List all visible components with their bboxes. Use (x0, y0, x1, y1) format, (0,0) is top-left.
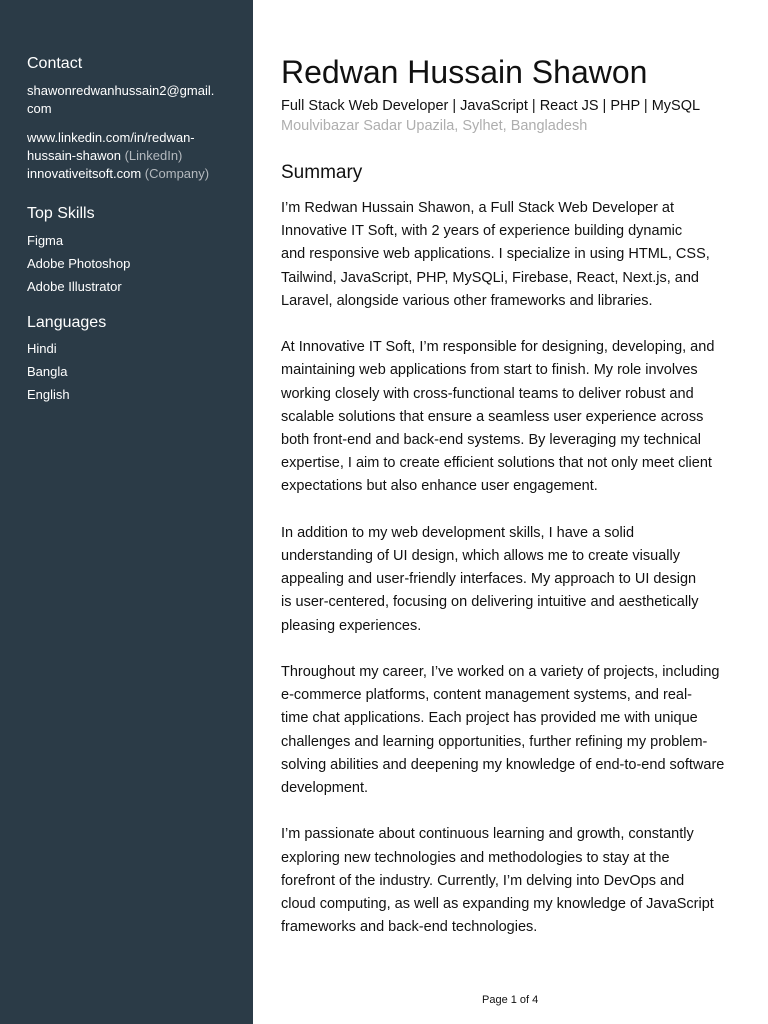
summary-line: Laravel, alongside various other frameworks and libraries. (281, 292, 653, 309)
linkedin-tag: (LinkedIn) (124, 148, 183, 163)
summary-line: e-commerce platforms, content management systems, and real- (281, 687, 692, 704)
skills-section (27, 205, 233, 296)
summary-paragraph (281, 197, 751, 313)
contact-links (27, 129, 233, 183)
location: Moulvibazar Sadar Upazila, Sylhet, Bangladesh (281, 118, 588, 134)
summary-line: solving abilities and deepening my knowledge of end-to-end software (281, 756, 725, 773)
summary-line: and responsive web applications. I specialize in using HTML, CSS, (281, 246, 710, 263)
summary-line: cloud computing, as well as expanding my knowledge of JavaScript (281, 896, 714, 913)
summary-line: expertise, I aim to create efficient solutions that not only meet client (281, 455, 712, 472)
summary-line: working closely with cross-functional teams to deliver robust and (281, 385, 694, 402)
summary-paragraph (281, 661, 751, 800)
linkedin-link[interactable]: www.linkedin.com/in/redwan- (27, 130, 195, 145)
contact-heading: Contact (27, 55, 83, 72)
summary-line: challenges and learning opportunities, further refining my problem- (281, 733, 708, 750)
summary-line: Tailwind, JavaScript, PHP, MySQLi, Firebase, React, Next.js, and (281, 269, 699, 286)
summary-line: frameworks and back-end technologies. (281, 919, 538, 936)
skill-item: Adobe Illustrator (27, 279, 122, 294)
summary-line: I’m passionate about continuous learning and growth, constantly (281, 826, 694, 843)
skill-item: Figma (27, 233, 64, 248)
skills-heading: Top Skills (27, 205, 95, 222)
language-item: Hindi (27, 341, 57, 356)
skill-item: Adobe Photoshop (27, 256, 131, 271)
summary-line: I’m Redwan Hussain Shawon, a Full Stack Web Developer at (281, 200, 675, 216)
summary-line: Throughout my career, I’ve worked on a variety of projects, including (281, 664, 720, 681)
company-link-row (27, 165, 233, 183)
summary-line: time chat applications. Each project has provided me with unique (281, 710, 698, 727)
summary-line: At Innovative IT Soft, I’m responsible for designing, developing, and (281, 339, 715, 356)
summary-line: development. (281, 780, 369, 797)
linkedin-link-row (27, 147, 233, 165)
sidebar (0, 0, 253, 1024)
linkedin-link[interactable]: hussain-shawon (27, 148, 121, 163)
languages-heading: Languages (27, 314, 107, 331)
page-number: Page 1 of 4 (482, 994, 539, 1006)
person-name: Redwan Hussain Shawon (281, 54, 648, 90)
summary-line: Innovative IT Soft, with 2 years of experience building dynamic (281, 223, 683, 240)
summary-line: scalable solutions that ensure a seamless user experience across (281, 408, 704, 425)
summary-line: In addition to my web development skills, I have a solid (281, 524, 635, 541)
summary-paragraph (281, 522, 751, 638)
contact-email-line: com (27, 101, 52, 116)
company-tag: (Company) (144, 166, 210, 181)
languages-list (27, 340, 233, 404)
headline: Full Stack Web Developer | JavaScript | React JS | PHP | MySQL (281, 98, 701, 114)
summary-line: forefront of the industry. Currently, I’m delving into DevOps and (281, 872, 685, 889)
summary-line: is user-centered, focusing on delivering intuitive and aesthetically (281, 594, 699, 611)
summary-line: expectations but also enhance user engagement. (281, 478, 598, 495)
contact-email-line: shawonredwanhussain2@gmail. (27, 83, 215, 98)
summary-line: exploring new technologies and methodologies to stay at the (281, 849, 670, 866)
contact-section (27, 55, 233, 183)
summary-line: maintaining web applications from start to finish. My role involves (281, 362, 698, 379)
summary-body (281, 197, 751, 963)
company-link[interactable]: innovativeitsoft.com (27, 166, 142, 181)
summary-paragraph (281, 336, 751, 498)
contact-email[interactable] (27, 82, 233, 118)
summary-line: both front-end and back-end systems. By leveraging my technical (281, 432, 701, 449)
languages-section (27, 314, 233, 404)
language-item: Bangla (27, 364, 68, 379)
summary-paragraph (281, 823, 751, 939)
summary-line: understanding of UI design, which allows me to create visually (281, 548, 680, 565)
summary-heading: Summary (281, 162, 363, 183)
skills-list (27, 232, 233, 296)
summary-line: appealing and user-friendly interfaces. My approach to UI design (281, 571, 697, 588)
language-item: English (27, 387, 70, 402)
summary-line: pleasing experiences. (281, 617, 422, 634)
